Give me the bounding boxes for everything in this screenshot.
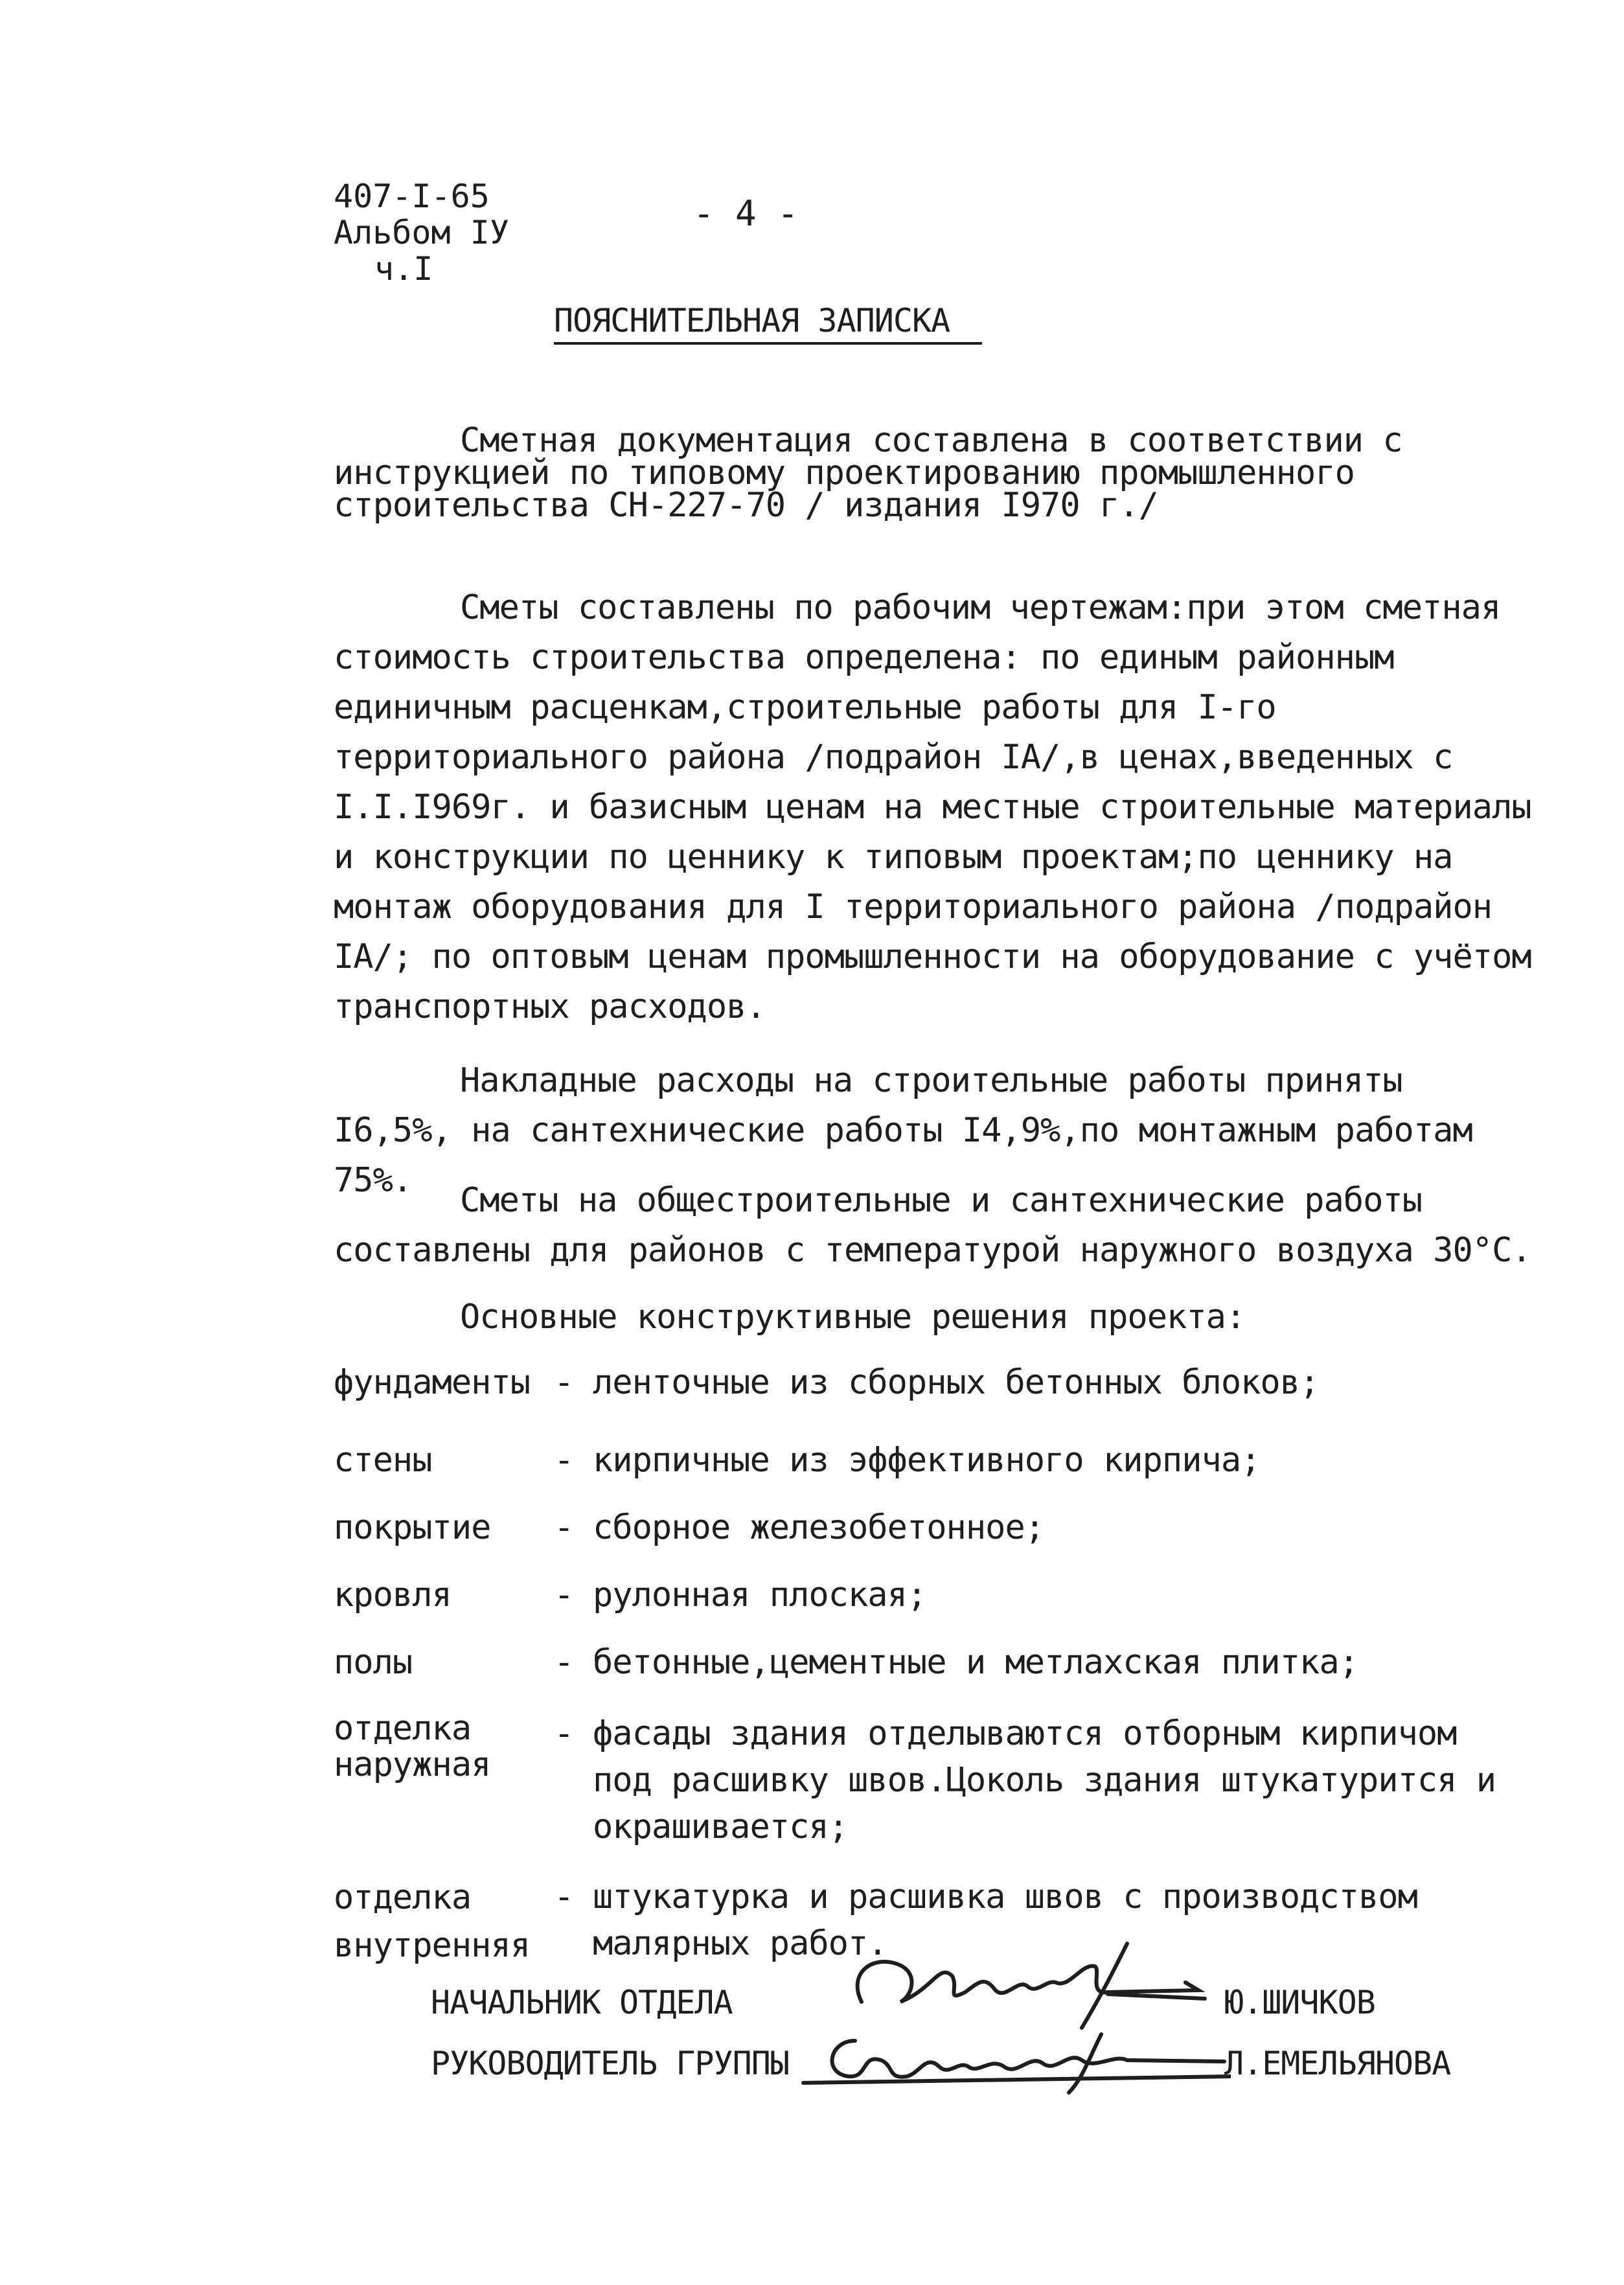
album-number: Альбом IУ bbox=[334, 214, 509, 251]
part-number: ч.I bbox=[374, 250, 433, 288]
solution-dash: - bbox=[554, 1508, 574, 1547]
solution-desc: штукатурка и расшивка швов с производством малярных работ. bbox=[593, 1877, 1417, 1963]
paragraph-overheads: Накладные расходы на строительные работы приняты I6,5%, на сантехнические работы I4,9%,по монтажным работам 75%. bbox=[334, 1061, 1472, 1200]
lead-signature-icon bbox=[777, 2015, 1231, 2106]
solution-term: отделка наружная bbox=[334, 1709, 491, 1784]
solution-dash: - bbox=[554, 1877, 574, 1916]
page-title: ПОЯСНИТЕЛЬНАЯ ЗАПИСКА bbox=[554, 302, 982, 345]
solution-dash: - bbox=[554, 1363, 574, 1402]
solution-term: фундаменты bbox=[334, 1363, 531, 1402]
lead-title: РУКОВОДИТЕЛЬ ГРУППЫ bbox=[431, 2045, 789, 2082]
solution-term: полы bbox=[334, 1643, 413, 1682]
page-number: - 4 - bbox=[693, 193, 799, 234]
solution-desc: кирпичные из эффективного кирпича; bbox=[593, 1441, 1261, 1480]
solution-desc: сборное железобетонное; bbox=[593, 1508, 1045, 1547]
solution-term: кровля bbox=[334, 1576, 452, 1614]
paragraph-solutions-heading: Основные конструктивные решения проекта: bbox=[460, 1298, 1246, 1337]
solution-desc: бетонные,цементные и метлахская плитка; bbox=[593, 1643, 1358, 1682]
solution-dash: - bbox=[554, 1714, 574, 1753]
solution-term: покрытие bbox=[334, 1508, 491, 1547]
solution-term: отделка внутренняя bbox=[334, 1878, 531, 1965]
solution-dash: - bbox=[554, 1441, 574, 1480]
solution-desc: ленточные из сборных бетонных блоков; bbox=[593, 1363, 1320, 1402]
solution-dash: - bbox=[554, 1643, 574, 1682]
head-title: НАЧАЛЬНИК ОТДЕЛА bbox=[431, 1984, 733, 2021]
solution-dash: - bbox=[554, 1576, 574, 1614]
solution-desc: рулонная плоская; bbox=[593, 1576, 927, 1614]
solution-term: стены bbox=[334, 1441, 432, 1480]
paragraph-estimates: Сметы составлены по рабочим чертежам:при этом сметная стоимость строительства определена: по единым районным единичным расценкам,строительные работы для I-го территориального района /подрайон IA/,в ценах,введенных с I.I.I969г. и базисным ценам на местные строительные материалы и конструкции по ценнику к типовым проектам;по ценнику на монтаж оборудования для I территориального района /подрайон IA/; по оптовым ценам промышленности на оборудование с учётом транспортных расходов. bbox=[334, 588, 1531, 1026]
document-code: 407-I-65 bbox=[334, 178, 490, 215]
lead-name: Л.ЕМЕЛЬЯНОВА bbox=[1224, 2045, 1451, 2082]
head-name: Ю.ШИЧКОВ bbox=[1224, 1984, 1375, 2021]
paragraph-intro: Сметная документация составлена в соответствии с инструкцией по типовому проектированию промышленного строительства СН-227-70 / издания I970 г./ bbox=[334, 421, 1402, 525]
paragraph-climate: Сметы на общестроительные и сантехнические работы составлены для районов с температурой наружного воздуха 30°С. bbox=[334, 1181, 1531, 1270]
solution-desc: фасады здания отделываются отборным кирпичом под расшивку швов.Цоколь здания штукатурится и окрашивается; bbox=[593, 1714, 1496, 1846]
